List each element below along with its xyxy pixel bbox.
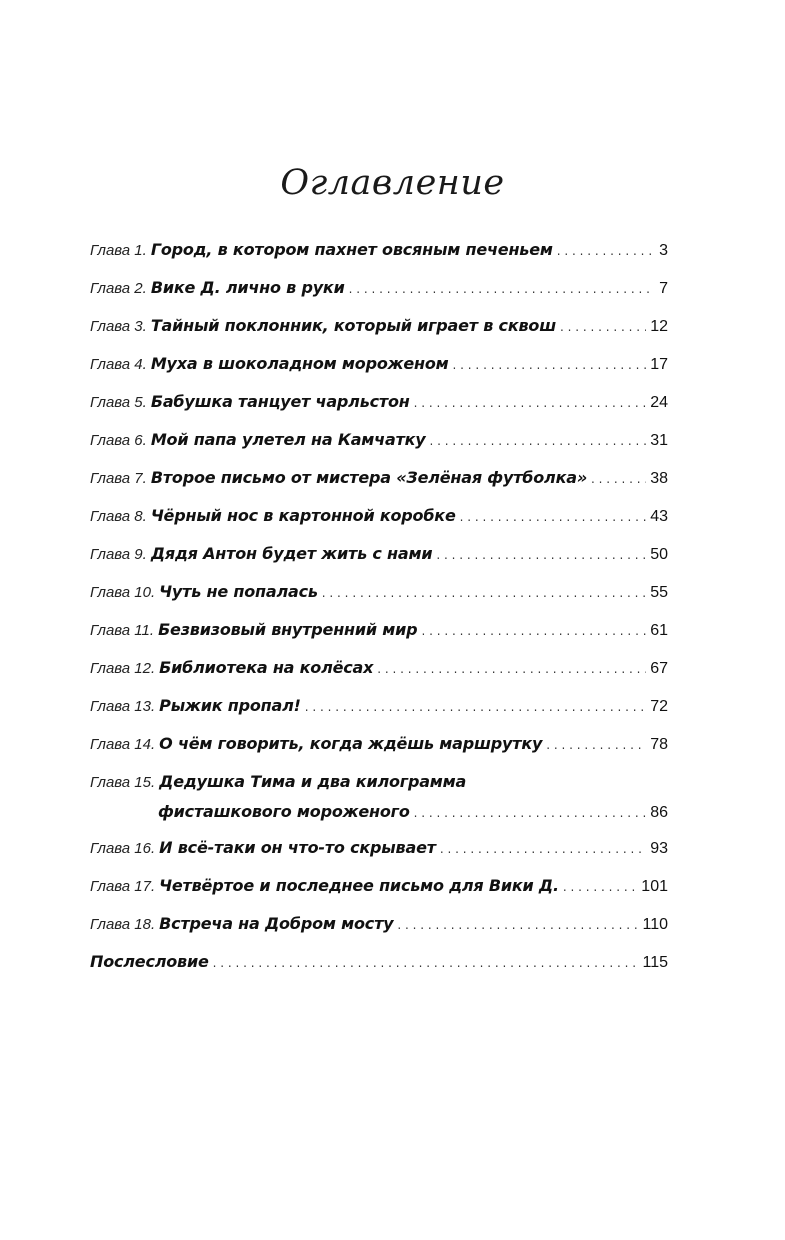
chapter-title: Библиотека на колёсах — [159, 658, 374, 677]
dot-leader — [305, 692, 647, 722]
dot-leader — [377, 654, 646, 684]
chapter-number: Глава 16. — [90, 840, 156, 857]
page-number: 61 — [650, 622, 668, 639]
chapter-number: Глава 14. — [90, 736, 156, 753]
chapter-number: Глава 12. — [90, 660, 156, 677]
page-number: 43 — [650, 508, 668, 525]
page-number: 55 — [650, 584, 668, 601]
dot-leader — [414, 388, 647, 418]
dot-leader — [591, 464, 646, 494]
chapter-title: Город, в котором пахнет овсяным печеньем — [150, 240, 553, 259]
page-number: 3 — [659, 242, 668, 259]
toc-entry-18 — [90, 909, 668, 947]
chapter-title-line-2: фисташкового мороженого — [158, 802, 410, 821]
page-number: 17 — [650, 356, 668, 373]
dot-leader — [440, 834, 646, 864]
toc-entry-9 — [90, 539, 668, 577]
page-number: 24 — [650, 394, 668, 411]
chapter-title: Второе письмо от мистера «Зелёная футболка» — [150, 468, 588, 487]
page-title: Оглавление — [280, 163, 505, 204]
chapter-number: Глава 4. — [90, 356, 147, 373]
dot-leader — [397, 910, 638, 940]
page-number: 101 — [641, 878, 668, 895]
dot-leader — [460, 502, 647, 532]
chapter-title: Мой папа улетел на Камчатку — [150, 430, 426, 449]
chapter-title: Чуть не попалась — [159, 582, 318, 601]
afterword-title: Послесловие — [90, 952, 209, 971]
toc-entry-11 — [90, 615, 668, 653]
chapter-number: Глава 7. — [90, 470, 147, 487]
page-number: 72 — [650, 698, 668, 715]
dot-leader — [557, 236, 655, 266]
chapter-title: Дядя Антон будет жить с нами — [150, 544, 433, 563]
chapter-number: Глава 13. — [90, 698, 156, 715]
toc-entry-13 — [90, 691, 668, 729]
dot-leader — [349, 274, 655, 304]
page-number: 86 — [650, 804, 668, 821]
chapter-title: Рыжик пропал! — [159, 696, 301, 715]
page-number: 67 — [650, 660, 668, 677]
chapter-title: Чёрный нос в картонной коробке — [150, 506, 456, 525]
chapter-number: Глава 6. — [90, 432, 147, 449]
toc-entry-16 — [90, 833, 668, 871]
dot-leader — [546, 730, 646, 760]
dot-leader — [421, 616, 646, 646]
chapter-title: Безвизовый внутренний мир — [158, 620, 418, 639]
toc-entry-15 — [90, 767, 668, 833]
dot-leader — [436, 540, 646, 570]
dot-leader — [563, 872, 637, 902]
toc-entry-8 — [90, 501, 668, 539]
toc-entry-2 — [90, 273, 668, 311]
dot-leader — [213, 948, 639, 978]
chapter-title-line-1: Дедушка Тима и два килограмма — [159, 772, 467, 791]
chapter-number: Глава 8. — [90, 508, 147, 525]
chapter-title: Бабушка танцует чарльстон — [150, 392, 410, 411]
toc-entry-12 — [90, 653, 668, 691]
dot-leader — [322, 578, 646, 608]
toc-entry-5 — [90, 387, 668, 425]
chapter-title: Встреча на Добром мосту — [159, 914, 394, 933]
page-number: 38 — [650, 470, 668, 487]
page-number: 93 — [650, 840, 668, 857]
chapter-title: О чём говорить, когда ждёшь маршрутку — [159, 734, 543, 753]
toc-entry-3 — [90, 311, 668, 349]
page-number: 12 — [650, 318, 668, 335]
toc-entry-14 — [90, 729, 668, 767]
dot-leader — [560, 312, 646, 342]
page-number: 115 — [642, 954, 668, 971]
toc-entry-7 — [90, 463, 668, 501]
table-of-contents — [90, 235, 668, 985]
chapter-number: Глава 15. — [90, 774, 156, 791]
page-number: 110 — [642, 916, 668, 933]
dot-leader — [453, 350, 647, 380]
toc-entry-1 — [90, 235, 668, 273]
chapter-title: Тайный поклонник, который играет в сквош — [150, 316, 556, 335]
chapter-number: Глава 9. — [90, 546, 147, 563]
chapter-number: Глава 17. — [90, 878, 156, 895]
chapter-number: Глава 11. — [90, 622, 155, 639]
page-number: 7 — [659, 280, 668, 297]
chapter-number: Глава 10. — [90, 584, 156, 601]
dot-leader — [414, 798, 647, 828]
chapter-number: Глава 3. — [90, 318, 147, 335]
toc-entry-17 — [90, 871, 668, 909]
toc-entry-10 — [90, 577, 668, 615]
page-number: 50 — [650, 546, 668, 563]
chapter-number: Глава 1. — [90, 242, 147, 259]
chapter-title: И всё-таки он что-то скрывает — [159, 838, 436, 857]
page-number: 78 — [650, 736, 668, 753]
chapter-number: Глава 2. — [90, 280, 147, 297]
page-number: 31 — [650, 432, 668, 449]
toc-entry-4 — [90, 349, 668, 387]
chapter-title: Вике Д. лично в руки — [150, 278, 345, 297]
chapter-title: Четвёртое и последнее письмо для Вики Д. — [159, 876, 559, 895]
chapter-number: Глава 18. — [90, 916, 156, 933]
chapter-title: Муха в шоколадном мороженом — [150, 354, 449, 373]
dot-leader — [430, 426, 647, 456]
toc-entry-afterword — [90, 947, 668, 985]
toc-entry-6 — [90, 425, 668, 463]
chapter-number: Глава 5. — [90, 394, 147, 411]
